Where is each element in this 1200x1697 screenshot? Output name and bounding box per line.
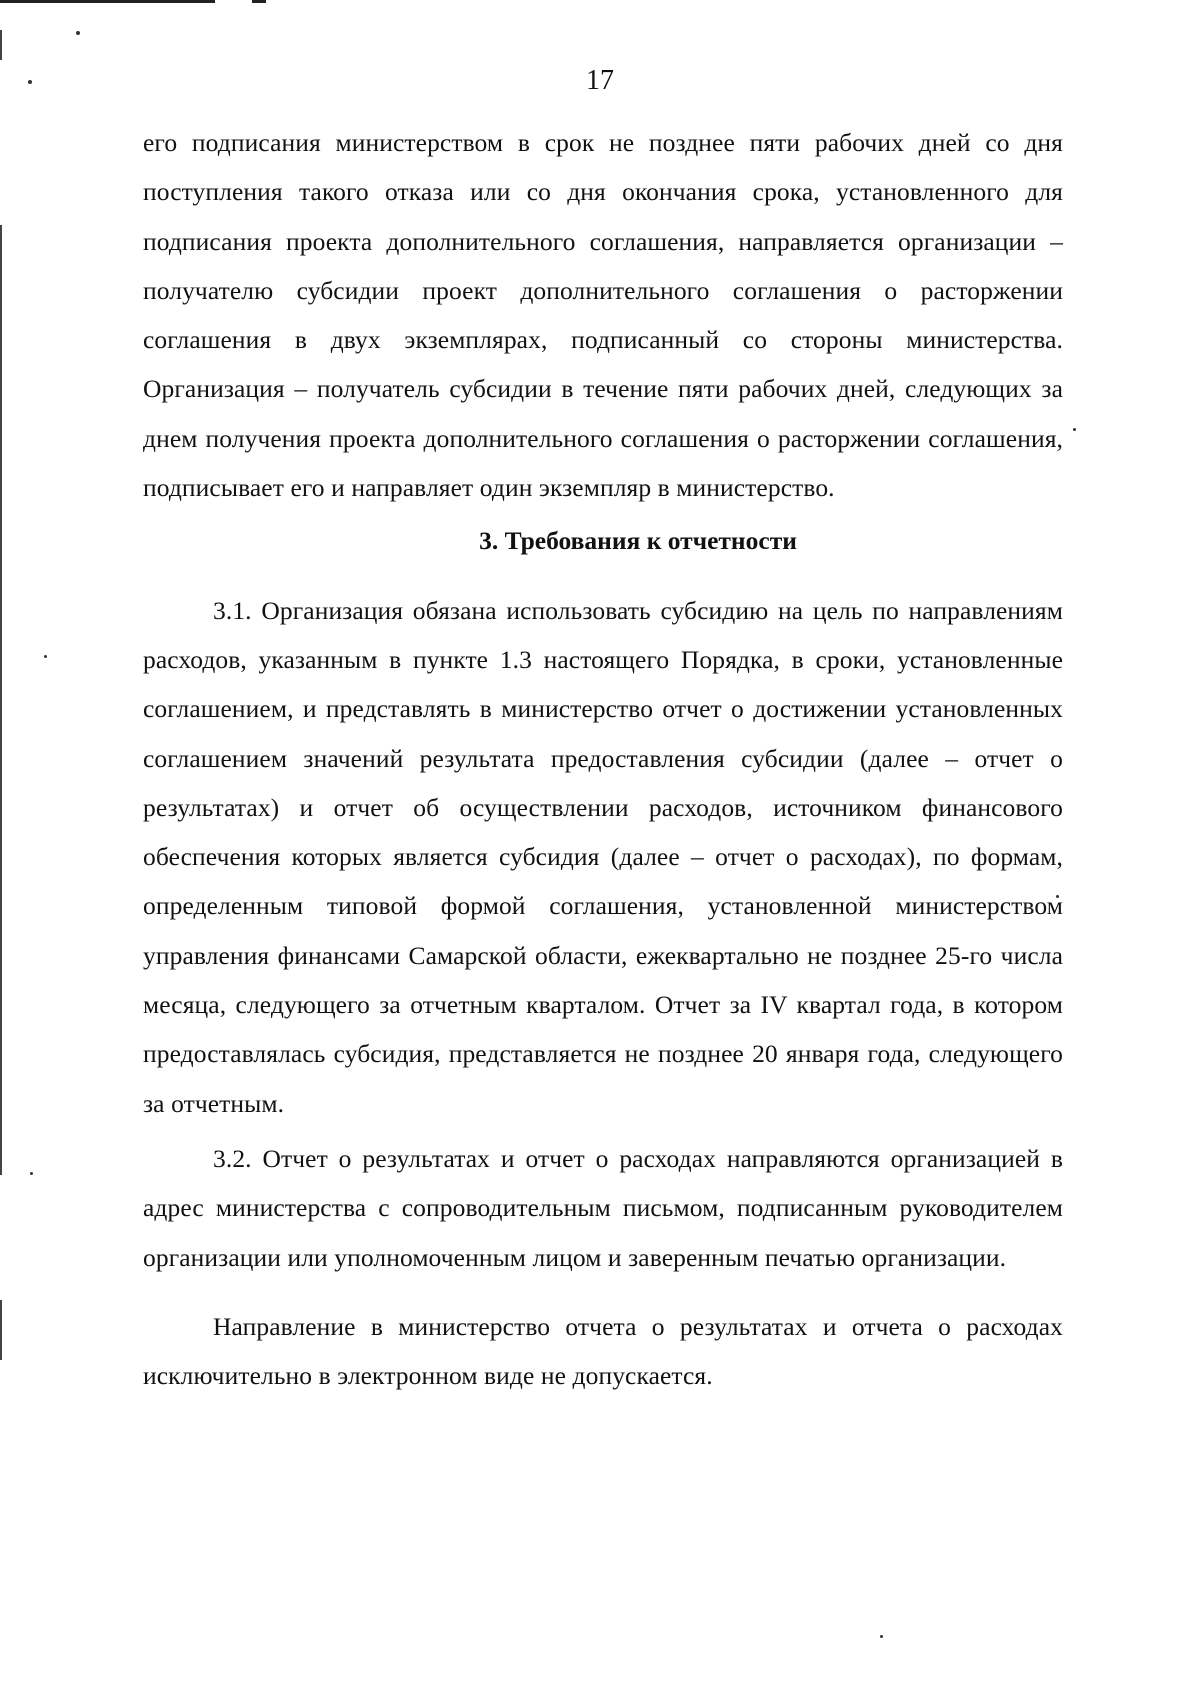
document-body	[143, 118, 1063, 1400]
scan-artifact-line	[0, 0, 215, 3]
scan-artifact-dot	[1073, 428, 1076, 431]
section-heading: 3. Требования к отчетности	[479, 526, 797, 556]
scan-artifact-edge	[0, 225, 2, 1175]
page-number: 17	[586, 65, 614, 96]
scan-artifact-dot	[76, 31, 80, 35]
paragraph-3-1: 3.1. Организация обязана использовать субсидию на цель по направлениям расходов, указанным в пункте 1.3 настоящего Порядка, в сроки, установленные соглашением, и представлять в министерство отчет о достижении установленных соглашением значений результата предоставления субсидии (далее – отчет о результатах) и отчет об осуществлении расходов, источником финансового обеспечения которых является субсидия (далее – отчет о расходах), по формам, определенным типовой формой соглашения, установленной министерством управления финансами Самарской области, ежеквартально не позднее 25-го числа месяца, следующего за отчетным кварталом. Отчет за IV квартал года, в котором предоставлялась субсидия, представляется не позднее 20 января года, следующего за отчетным.	[143, 595, 1063, 1118]
paragraph-continuation: его подписания министерством в срок не позднее пяти рабочих дней со дня поступления такого отказа или со дня окончания срока, установленного для подписания проекта дополнительного соглашения, направляется организации – получателю субсидии проект дополнительного соглашения о расторжении соглашения в двух экземплярах, подписанный со стороны министерства. Организация – получатель субсидии в течение пяти рабочих дней, следующих за днем получения проекта дополнительного соглашения о расторжении соглашения, подписывает его и направляет один экземпляр в министерство.	[143, 128, 1063, 503]
scan-artifact-dot	[44, 655, 47, 658]
scan-artifact-edge	[0, 1300, 2, 1360]
scan-artifact-mark	[252, 0, 266, 3]
scan-artifact-edge	[0, 30, 2, 60]
scan-artifact-dot	[30, 1172, 33, 1175]
paragraph-3-2: 3.2. Отчет о результатах и отчет о расходах направляются организацией в адрес министерства с сопроводительным письмом, подписанным руководителем организации или уполномоченным лицом и заверенным печатью организации.	[143, 1143, 1063, 1272]
paragraph-electronic-restriction: Направление в министерство отчета о результатах и отчета о расходах исключительно в электронном виде не допускается.	[143, 1311, 1063, 1391]
scan-artifact-dot	[880, 1635, 883, 1638]
